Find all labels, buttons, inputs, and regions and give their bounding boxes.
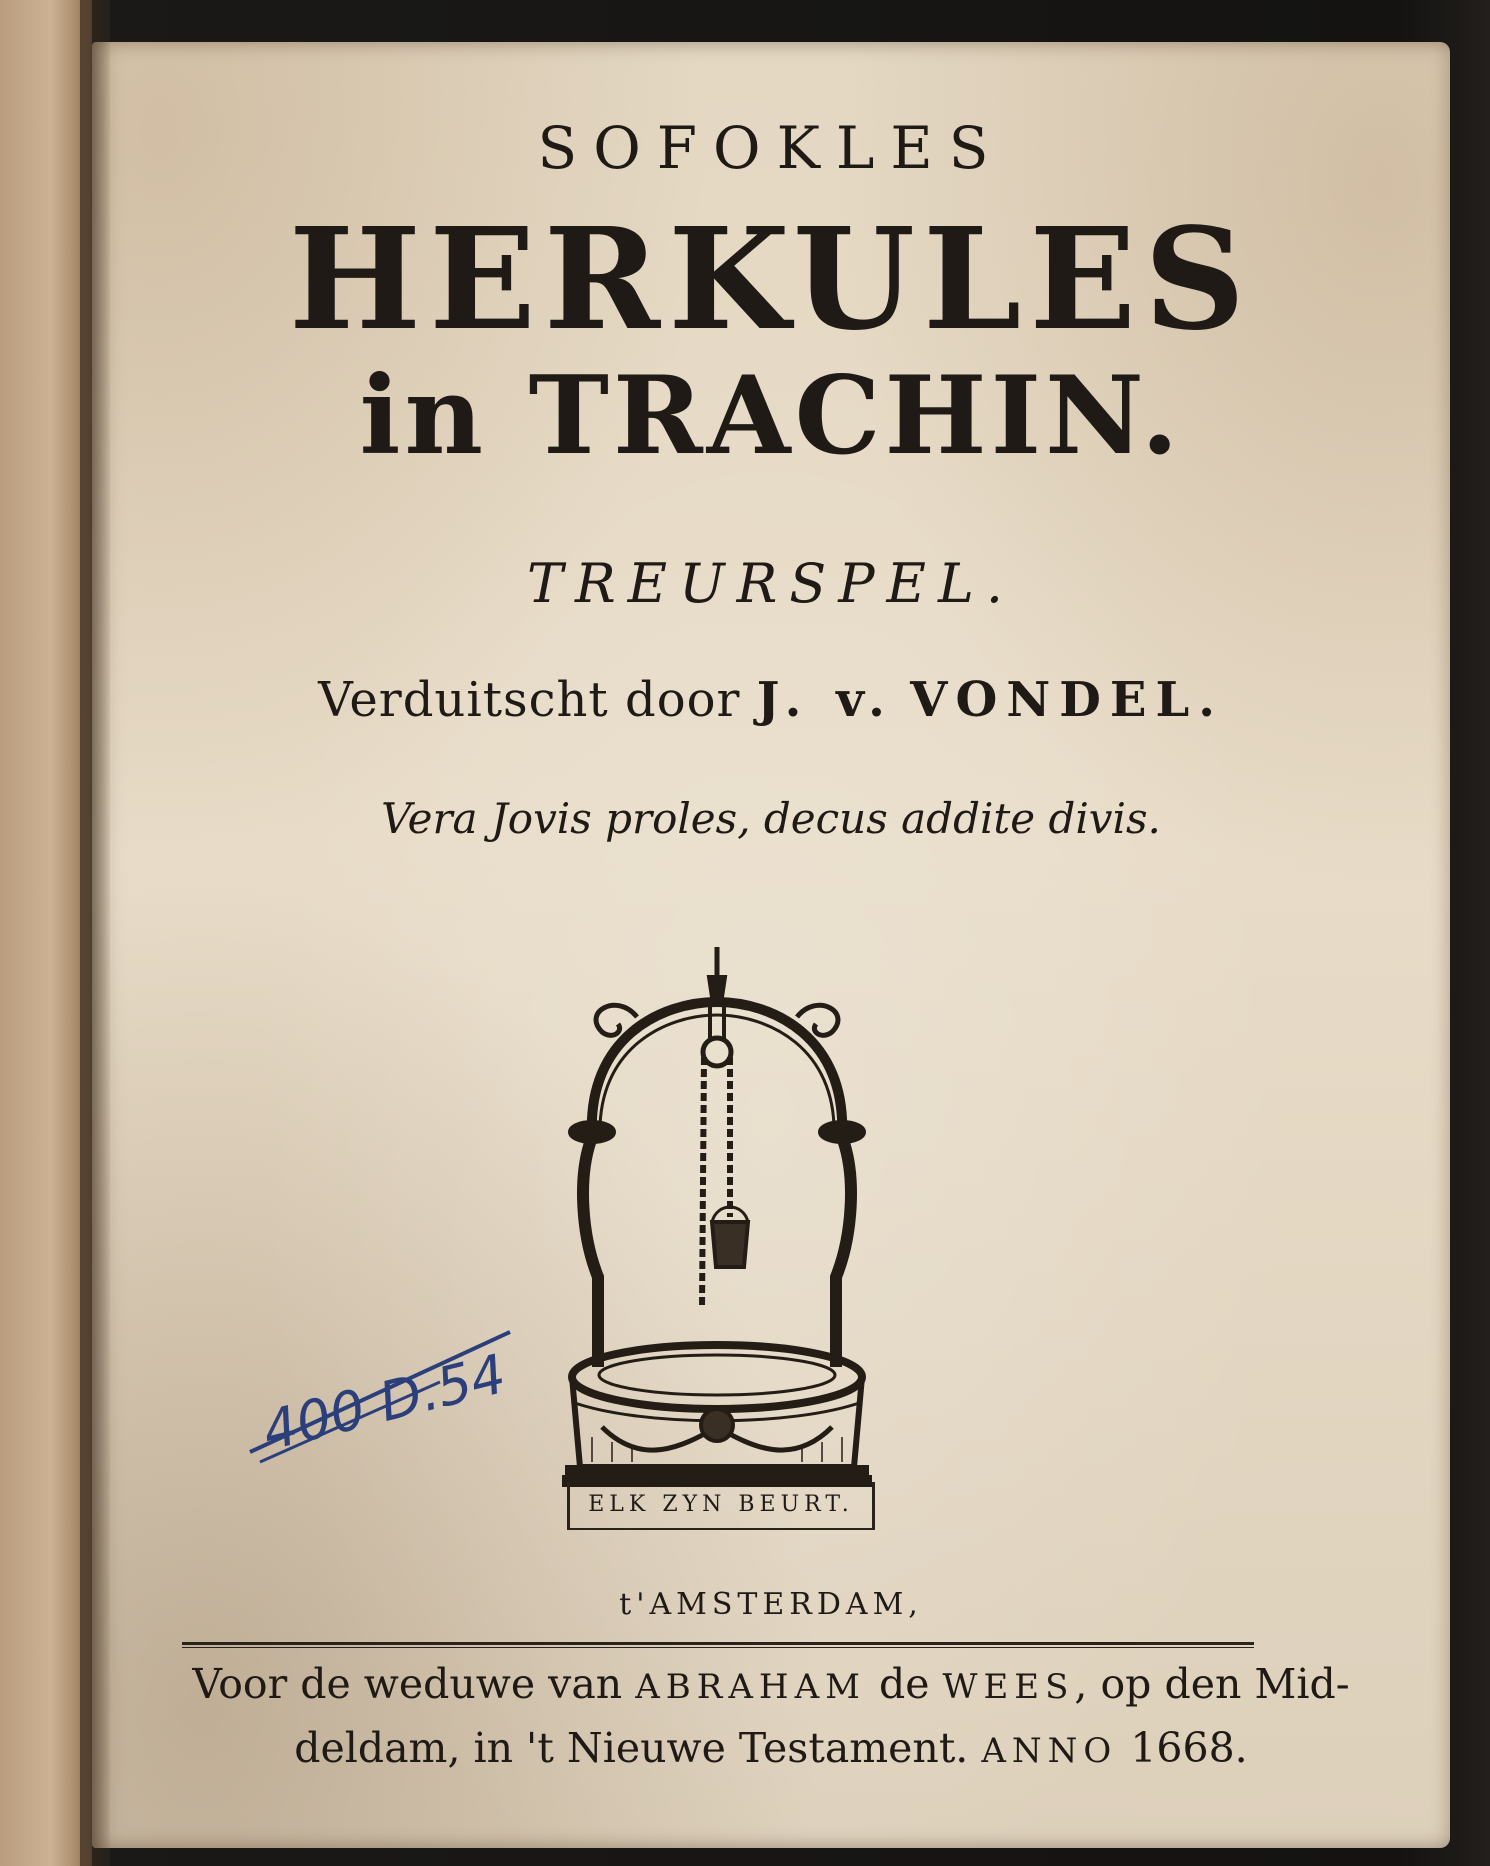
- facing-page-edge: [0, 0, 92, 1866]
- translator-prefix: Verduitscht door: [318, 672, 757, 728]
- genre: TREURSPEL.: [526, 552, 1016, 615]
- imprint-text: de: [865, 1660, 943, 1708]
- well-device-icon: [562, 947, 872, 1487]
- imprint-text: deldam, in 't Nieuwe Testament.: [294, 1724, 982, 1772]
- imprint-text: , op den Mid-: [1074, 1660, 1350, 1708]
- imprint-rule: [182, 1642, 1254, 1645]
- device-motto: ELK ZYN BEURT.: [567, 1482, 875, 1530]
- translator-initial: J. v.: [756, 672, 894, 728]
- imprint-line1: [92, 1660, 1450, 1708]
- translator-line: [92, 672, 1450, 728]
- imprint-text: Voor de weduwe van: [192, 1660, 636, 1708]
- imprint-printer-last: WEES: [942, 1667, 1075, 1707]
- shelfmark-text: 400 D.54: [256, 1341, 512, 1464]
- imprint-year: 1668.: [1117, 1724, 1248, 1772]
- imprint-line2: [92, 1724, 1450, 1772]
- binding-gutter: [80, 0, 110, 1866]
- book-title-line2: in TRACHIN.: [359, 353, 1183, 479]
- imprint-city: t'AMSTERDAM,: [619, 1587, 923, 1622]
- imprint-printer-first: ABRAHAM: [635, 1667, 866, 1707]
- translator-name: VONDEL.: [910, 672, 1224, 728]
- book-title: HERKULES: [288, 198, 1254, 362]
- title-page: [92, 42, 1450, 1848]
- author-name: SOFOKLES: [537, 114, 1005, 182]
- motto: Vera Jovis proles, decus addite divis.: [381, 794, 1161, 843]
- imprint-anno: ANNO: [981, 1731, 1118, 1771]
- shelfmark-handwriting: [240, 1312, 520, 1472]
- imprint-rule-thin: [182, 1647, 1254, 1648]
